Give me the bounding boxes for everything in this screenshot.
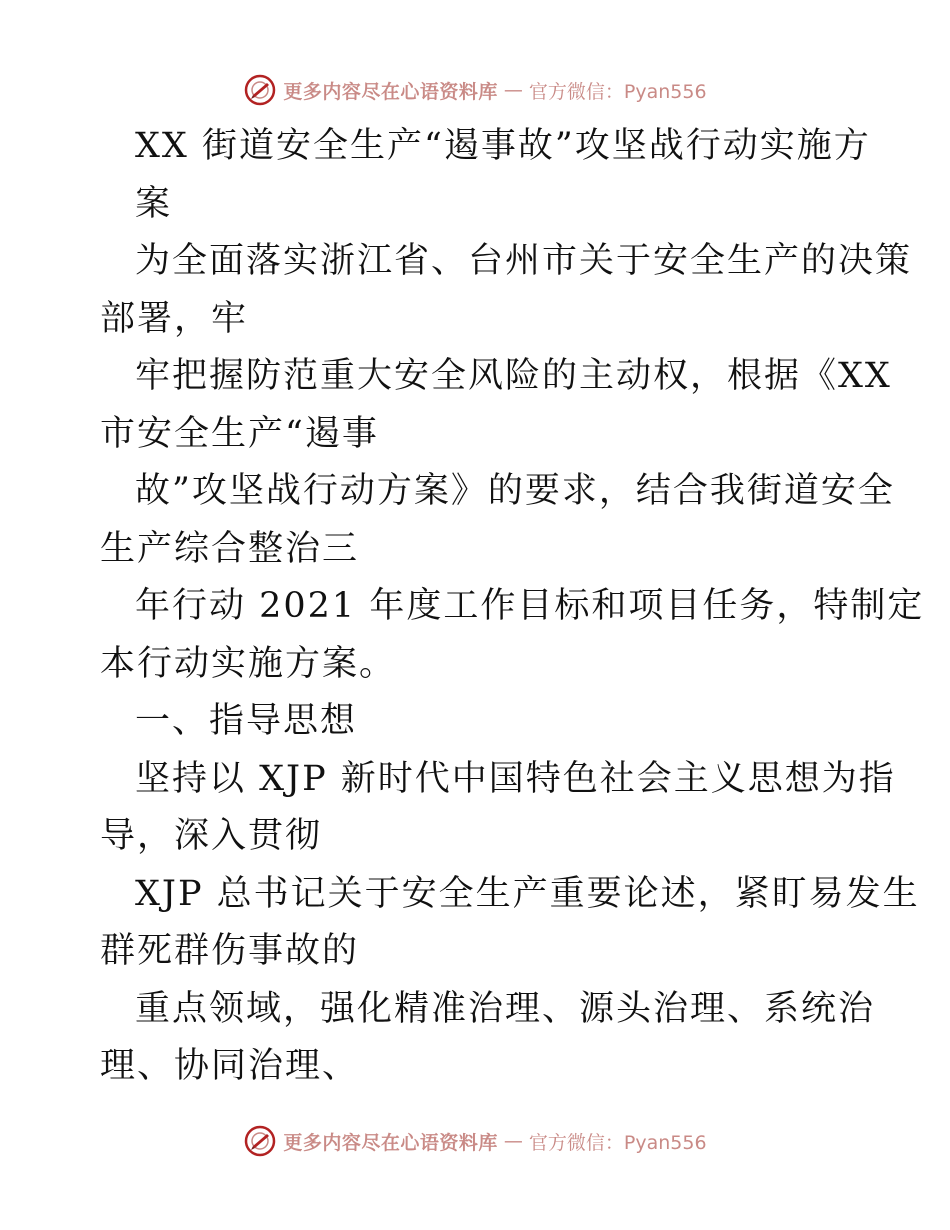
paragraph-line: 重点领域，强化精准治理、源头治理、系统治 <box>135 988 876 1029</box>
paragraph-line: 生产综合整治三 <box>100 528 360 569</box>
paragraph-line: 为全面落实浙江省、台州市关于安全生产的决策 <box>135 241 913 281</box>
document-title-line-2: 案 <box>135 183 173 224</box>
paragraph-line: 导，深入贯彻 <box>100 816 323 856</box>
watermark-text: 更多内容尽在心语资料库 <box>283 80 498 103</box>
paragraph-line: 故”攻坚战行动方案》的要求，结合我街道安全 <box>135 471 895 511</box>
seal-logo-icon <box>243 73 277 107</box>
paragraph-line: 市安全生产“遏事 <box>100 413 379 454</box>
paragraph-line: 部署，牢 <box>100 298 249 339</box>
watermark-contact: 官方微信：Pyan556 <box>528 80 707 103</box>
seal-logo-icon <box>243 1124 277 1158</box>
paragraph-line: 牢把握防范重大安全风险的主动权，根据《XX <box>135 356 892 396</box>
footer-watermark <box>0 1121 950 1161</box>
watermark-contact: 官方微信：Pyan556 <box>528 1131 707 1154</box>
section-heading: 一、指导思想 <box>135 701 358 741</box>
paragraph-line: 理、协同治理、 <box>100 1046 360 1086</box>
paragraph-line: 坚持以 XJP 新时代中国特色社会主义思想为指 <box>135 758 896 799</box>
paragraph-line: 年行动 2021 年度工作目标和项目任务，特制定 <box>135 586 925 626</box>
paragraph-line: 本行动实施方案。 <box>100 643 397 684</box>
paragraph-line: XJP 总书记关于安全生产重要论述，紧盯易发生 <box>135 873 920 914</box>
document-title-line-1: XX 街道安全生产“遏事故”攻坚战行动实施方 <box>135 126 871 166</box>
watermark-separator: — <box>503 1130 523 1152</box>
header-watermark <box>0 70 950 110</box>
watermark-separator: — <box>503 79 523 101</box>
watermark-text: 更多内容尽在心语资料库 <box>283 1131 498 1154</box>
paragraph-line: 群死群伤事故的 <box>100 931 360 971</box>
document-body <box>100 118 925 1096</box>
